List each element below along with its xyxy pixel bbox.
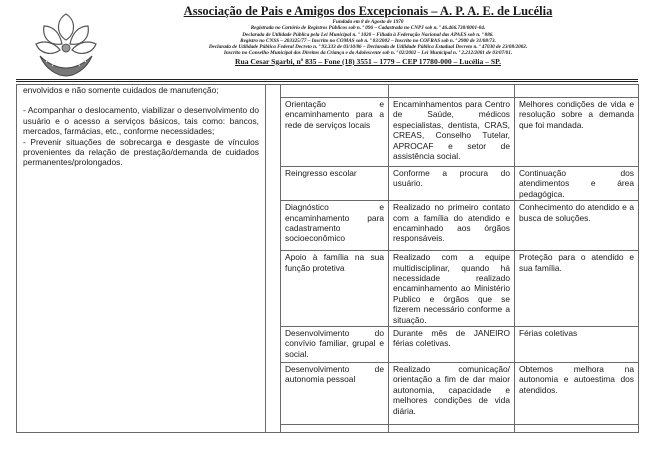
left-column-cell [17, 85, 266, 433]
result-cell: Continuação dos atendimentos e área pedagógica. [515, 167, 639, 201]
registration-line: Registrada no Cartório de Registros Públicos sob n. º 096 – Cadastrada no CNPJ sob n. º 46.466.738/0001-04. [250, 25, 486, 32]
header-rule [16, 79, 638, 80]
table-row [17, 85, 639, 98]
activity-cell: Reingresso escolar [281, 167, 389, 201]
result-cell: Conhecimento do atendido e a busca de soluções. [515, 201, 639, 251]
municipal-utility-line: Declarada de Utilidade Pública pela Lei Municipal n. º 1020 – Filiada à Federação Nacional das APAES sob n. º 886. [242, 31, 494, 38]
result-cell: Melhores condições de vida e resolução sobre a demanda que foi mandada. [515, 98, 639, 167]
foundation-line: Fundada em 8 de Agosto de 1970 [332, 19, 404, 25]
activity-cell: Desenvolvimento do convívio familiar, grupal e social. [281, 327, 389, 363]
cnss-line: Registro no CNSS – 203325/77 – Inscrito no COMAS sob n. º 03/2002 – Inscrito no COFRAS sob n. º 2900 de 31/08/73. [240, 37, 496, 44]
organization-title: Associação de Pais e Amigos dos Excepcionais – A. P. A. E. de Lucélia [183, 4, 553, 18]
activity-cell: Diagnóstico e encaminhamento para cadastramento socioeconômico [281, 201, 389, 251]
method-cell: Realizado no primeiro contato com a família do atendido e encaminhado aos órgãos responsáveis. [389, 201, 515, 251]
council-line: Inscrito no Conselho Municipal dos Direitos da Criança e do Adolescente sob n. º 02/2002 – Lei Municipal n. º 2.212/2001 de 03/07/01. [223, 50, 513, 57]
left-paragraph: - Acompanhar o deslocamento, viabilizar o desenvolvimento do usuário e o acesso a serviços básicos, tais como: bancos, mercados, farmácias, etc., conforme necessidades; [23, 105, 259, 137]
table-cell [515, 85, 639, 98]
address-line: Rua Cesar Sgarbi, nº 835 – Fone (18) 3551 – 1779 – CEP 17780-000 – Lucélia – SP. [235, 56, 501, 66]
federal-utility-line: Declarada de Utilidade Pública Federal Decreto n. º 93.333 de 03/10/86 – Declarada de Utilidade Pública Estadual Decreto n. º 47030 de 23/08/2002. [208, 44, 528, 51]
result-cell: Férias coletivas [515, 327, 639, 363]
left-paragraph: - Prevenir situações de sobrecarga e desgaste de vínculos provenientes da relação de prestação/demanda de cuidados permanentes/prolongados. [23, 136, 259, 168]
method-cell: Conforme a procura do usuário. [389, 167, 515, 201]
method-cell: Encaminhamentos para Centro de Saúde, médicos especialistas, dentista, CRAS, CREAS, Conselho Tutelar, APROCAF e setor de assistência social. [389, 98, 515, 167]
activity-cell: Apoio à família na sua função protetiva [281, 251, 389, 327]
activity-cell: Orientação e encaminhamento para a rede de serviços locais [281, 98, 389, 167]
spacer-column [266, 85, 281, 433]
result-cell: Obtemos melhora na autonomia e autoestima dos atendidos. [515, 363, 639, 425]
table-cell [389, 425, 515, 433]
table-cell [389, 85, 515, 98]
table-cell [281, 425, 389, 433]
letterhead [0, 0, 651, 86]
apae-logo [26, 6, 106, 86]
method-cell: Durante mês de JANEIRO férias coletivas. [389, 327, 515, 363]
activities-table [16, 84, 639, 433]
method-cell: Realizado comunicação/ orientação a fim de dar maior autonomia, capacidade e melhores condições de vida diária. [389, 363, 515, 425]
table-cell [281, 85, 389, 98]
method-cell: Realizado com a equipe multidisciplinar, quando há necessidade realizado encaminhamento ao Ministério Publico e órgãos que se fizerem necessário conforme a situação. [389, 251, 515, 327]
activity-cell: Desenvolvimento de autonomia pessoal [281, 363, 389, 425]
table-cell [515, 425, 639, 433]
left-paragraph: envolvidos e não somente cuidados de manutenção; [23, 85, 219, 95]
header-rule-double [16, 81, 638, 82]
letterhead-text [100, 4, 636, 67]
result-cell: Proteção para o atendido e sua família. [515, 251, 639, 327]
